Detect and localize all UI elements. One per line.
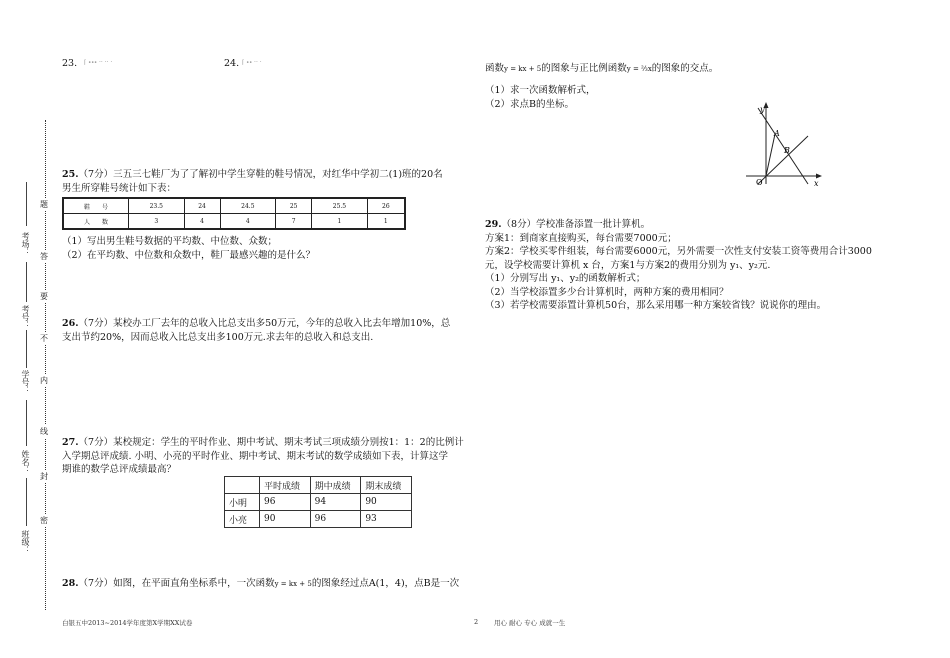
q27-text: 入学期总评成绩. 小明、小亮的平时作业、期中考试、期末考试的数学成绩如下表，计算这学 (62, 450, 449, 462)
q28-text: 的图象的交点。 (651, 63, 719, 74)
q25-block (62, 168, 472, 195)
table-cell: 94 (310, 494, 361, 511)
seal-char: 内 (40, 376, 48, 385)
table-cell: 90 (260, 511, 311, 528)
point-b-label: B (784, 146, 790, 155)
q26-text: （7分）某校办工厂去年的总收入比总支出多50万元，今年的总收入比去年增加10%，总 (78, 318, 451, 329)
point-a-label: A (774, 129, 780, 138)
footer-page-number: 2 (474, 618, 479, 626)
q25-sub1: （1）写出男生鞋号数据的平均数、中位数、众数； (62, 236, 278, 247)
q28-text: 的图象与正比例函数 (541, 63, 627, 74)
seal-char: 答 (40, 252, 48, 261)
table-cell: 3 (129, 214, 185, 230)
table-cell: 96 (260, 494, 311, 511)
q28-formula: y = kx + 5 (504, 65, 542, 73)
table-cell: 7 (276, 214, 312, 230)
label-name: 姓名： (21, 450, 30, 474)
q29-sub2: （2）当学校添置多少台计算机时，两种方案的费用相同？ (485, 286, 729, 298)
table-row (225, 511, 412, 528)
table-cell: 1 (367, 214, 405, 230)
table-cell: 小亮 (225, 511, 260, 528)
q26-block (62, 317, 472, 344)
shoe-size-table (62, 197, 406, 230)
seal-char: 封 (40, 472, 48, 481)
table-header: 期末成绩 (361, 477, 412, 494)
seal-char: 题 (40, 200, 48, 209)
coordinate-graph (742, 100, 824, 188)
q27-number: 27. (62, 437, 79, 448)
q29-block (485, 218, 915, 313)
table-cell: 23.5 (129, 198, 185, 214)
table-cell: 25.5 (312, 198, 368, 214)
table-row (63, 214, 405, 230)
q25-text: （7分）三五三七鞋厂为了了解初中学生穿鞋的鞋号情况，对红华中学初二(1)班的20名 (78, 169, 443, 180)
table-header: 期中成绩 (310, 477, 361, 494)
score-table (224, 476, 412, 528)
q23-number: 23. (62, 58, 78, 69)
q24-number: 24. (224, 58, 240, 69)
table-cell: 4 (220, 214, 276, 230)
q27-text: （7分）某校规定：学生的平时作业、期中考试、期末考试三项成绩分别按1：1：2的比例计 (78, 437, 464, 448)
table-cell: 24 (184, 198, 220, 214)
seal-char: 要 (40, 292, 48, 301)
x-label: x (814, 179, 819, 188)
q28-subquestions (485, 84, 785, 111)
table-cell: 4 (184, 214, 220, 230)
q25-sub2: （2）在平均数、中位数和众数中，鞋厂最感兴趣的是什么？ (62, 249, 316, 261)
fill-line[interactable] (26, 478, 27, 526)
q29-plan2: 方案2：学校买零件组装，每台需要6000元，另外需要一次性支付安装工资等费用合计3000 (485, 246, 872, 257)
q29-plan1: 方案1：到商家直接购买，每台需要7000元； (485, 232, 677, 244)
q28-block (62, 577, 482, 592)
q24-answer-scribble: ⌈ ∙∙ ·· · (242, 59, 262, 66)
q26-number: 26. (62, 318, 79, 329)
footer-motto: 用心 耐心 专心 成就一生 (494, 619, 566, 627)
table-header: 鞋 号 (63, 198, 129, 214)
table-header (225, 477, 260, 494)
q29-plan2b: 元，设学校需要计算机 x 台，方案1与方案2的费用分别为 y₁、y₂元. (485, 259, 771, 271)
q28-text: 函数 (485, 63, 505, 74)
table-cell: 24.5 (220, 198, 276, 214)
y-label: y (760, 105, 765, 114)
origin-label: O (756, 178, 763, 187)
q28-number: 28. (62, 578, 79, 589)
q27-block (62, 436, 477, 477)
segment-OA (766, 134, 775, 176)
label-exam-number: 考号： (21, 305, 30, 329)
q29-number: 29. (485, 219, 502, 230)
fill-line[interactable] (26, 262, 27, 302)
footer-school: 白银五中2013~2014学年度第X学期XX试卷 (62, 619, 193, 627)
q27-text: 期谁的数学总评成绩最高？ (62, 464, 177, 475)
fill-line[interactable] (26, 330, 27, 368)
table-cell: 93 (361, 511, 412, 528)
x-axis-arrow (816, 174, 822, 179)
table-row (225, 477, 412, 494)
q26-text: 支出节约20%，因而总收入比总支出多100万元.求去年的总收入和总支出. (62, 331, 374, 343)
q29-title: （8分）学校准备添置一批计算机。 (501, 219, 651, 230)
q29-sub3: （3）若学校需要添置计算机50台，那么采用哪一种方案较省钱？说说你的理由。 (485, 300, 827, 311)
q25-text: 男生所穿鞋号统计如下表： (62, 182, 177, 194)
q29-sub1: （1）分别写出 y₁、y₂的函数解析式； (485, 273, 646, 284)
q28-sub1: （1）求一次函数解析式， (485, 85, 596, 96)
table-cell: 小明 (225, 494, 260, 511)
label-class: 班级： (21, 530, 30, 554)
table-cell: 26 (367, 198, 405, 214)
table-row (225, 494, 412, 511)
seal-char: 密 (40, 516, 48, 525)
q25-subquestions (62, 235, 472, 262)
q28-formula: y = kx + 5 (274, 580, 312, 588)
q25-number: 25. (62, 169, 79, 180)
q28-sub2: （2）求点B的坐标。 (485, 98, 575, 110)
fill-line[interactable] (26, 182, 27, 226)
q28-text: （7分）如图，在平面直角坐标系中，一次函数 (78, 578, 275, 589)
table-row (63, 198, 405, 214)
table-header: 平时成绩 (260, 477, 311, 494)
seal-char: 线 (40, 427, 48, 436)
table-cell: 1 (312, 214, 368, 230)
label-exam-room: 考场： (21, 232, 30, 256)
fill-line[interactable] (26, 400, 27, 446)
table-cell: 90 (361, 494, 412, 511)
q28-text: 的图象经过点A(1，4)，点B是一次 (311, 578, 460, 589)
table-cell: 25 (276, 198, 312, 214)
table-header: 人 数 (63, 214, 129, 230)
table-cell: 96 (310, 511, 361, 528)
seal-dotted-line (45, 120, 46, 610)
q28-formula: y = ⅔x (626, 65, 652, 73)
label-student-number: 学号： (21, 370, 30, 394)
seal-char: 不 (40, 334, 48, 343)
q23-answer-scribble: ⌈ ∙∙∙ ·· ·· · (84, 59, 113, 66)
q28-continued (485, 62, 905, 77)
